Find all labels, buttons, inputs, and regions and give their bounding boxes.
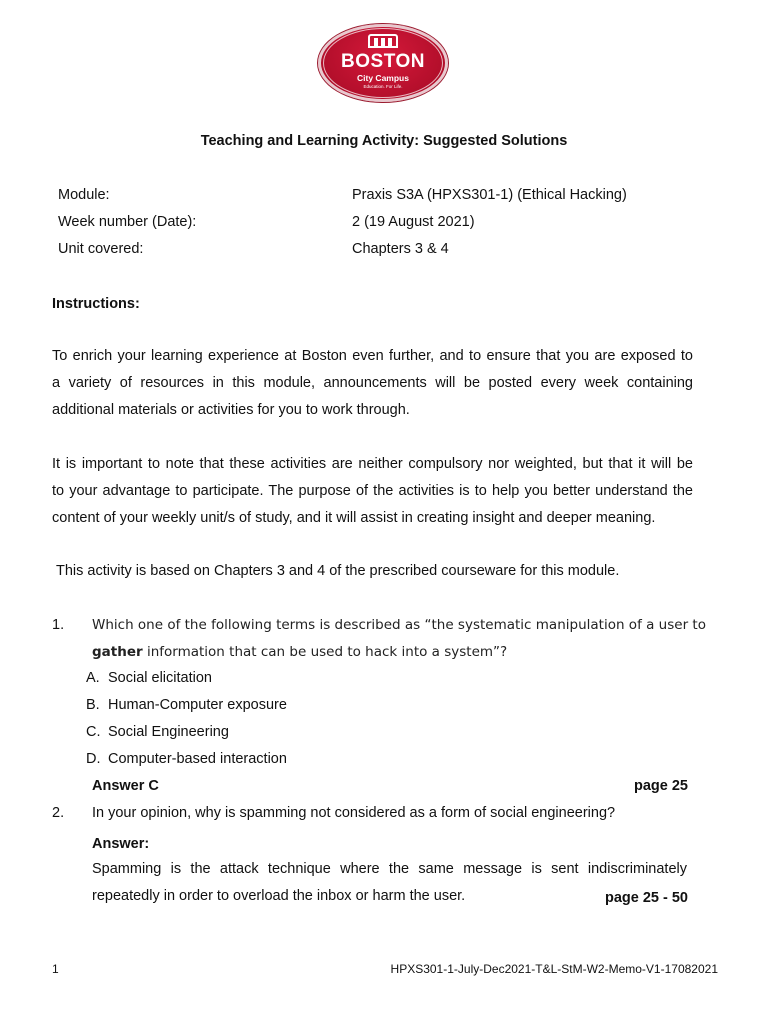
question-text: Which one of the following terms is described as “the systematic manipulation of a user to — [92, 617, 706, 633]
answer-label: Answer C — [92, 778, 159, 794]
meta-label: Module: — [58, 187, 110, 203]
document-title: Teaching and Learning Activity: Suggested Solutions — [200, 133, 568, 149]
answer-label: Answer: — [92, 836, 150, 852]
option-letter: A. — [86, 670, 100, 686]
option-letter: D. — [86, 751, 101, 767]
meta-value: Chapters 3 & 4 — [352, 241, 449, 257]
option-text: Computer-based interaction — [108, 751, 287, 767]
building-icon — [368, 34, 398, 48]
paragraph-line: It is important to note that these activities are neither compulsory nor weighted, but that it will be — [52, 456, 693, 472]
paragraph-line: content of your weekly unit/s of study, and it will assist in creating insight and deeper meaning. — [52, 510, 656, 526]
logo-name: BOSTON — [341, 51, 425, 72]
meta-row-unit — [58, 241, 718, 261]
meta-row-module — [58, 187, 718, 207]
footer-doc-code: HPXS301-1-July-Dec2021-T&L-StM-W2-Memo-V1-17082021 — [390, 962, 718, 976]
page-reference: page 25 - 50 — [604, 890, 688, 906]
option-c — [86, 724, 229, 740]
footer-page-number: 1 — [52, 962, 59, 976]
logo-tagline: Education. For Life. — [363, 84, 403, 89]
option-b — [86, 697, 287, 713]
question-number: 2. — [52, 805, 65, 821]
meta-label: Unit covered: — [58, 241, 144, 257]
question-bold-word: gather — [92, 644, 143, 660]
option-text: Human-Computer exposure — [108, 697, 287, 713]
paragraph-line: To enrich your learning experience at Boston even further, and to ensure that you are exposed to — [52, 348, 693, 364]
question-text-line2 — [92, 644, 507, 660]
paragraph-note — [52, 451, 693, 532]
option-text: Social elicitation — [108, 670, 212, 686]
answer-line: repeatedly in order to overload the inbox or harm the user. — [92, 888, 466, 904]
paragraph-line: This activity is based on Chapters 3 and 4 of the prescribed courseware for this module. — [56, 563, 620, 579]
answer-line: Spamming is the attack technique where the same message is sent indiscriminately — [92, 861, 687, 877]
logo-subtitle: City Campus — [357, 73, 409, 83]
paragraph-line: a variety of resources in this module, announcements will be posted every week containing — [52, 375, 693, 391]
paragraph-line: additional materials or activities for you to work through. — [52, 402, 410, 418]
meta-value: Praxis S3A (HPXS301-1) (Ethical Hacking) — [352, 187, 627, 203]
paragraph-line: to your advantage to participate. The purpose of the activities is to help you better understand the — [52, 483, 693, 499]
option-a — [86, 670, 212, 686]
meta-row-week — [58, 214, 718, 234]
instructions-heading: Instructions: — [52, 296, 140, 312]
page-reference: page 25 — [634, 778, 688, 794]
question-text-cont: information that can be used to hack into a system”? — [146, 644, 508, 660]
option-d — [86, 751, 287, 767]
question-text: In your opinion, why is spamming not considered as a form of social engineering? — [92, 805, 616, 821]
option-letter: B. — [86, 697, 100, 713]
answer-text — [92, 856, 687, 910]
question-number: 1. — [52, 617, 65, 633]
option-text: Social Engineering — [108, 724, 229, 740]
paragraph-intro — [52, 343, 693, 424]
option-letter: C. — [86, 724, 101, 740]
meta-value: 2 (19 August 2021) — [352, 214, 475, 230]
boston-city-campus-logo — [318, 24, 448, 102]
meta-label: Week number (Date): — [58, 214, 197, 230]
paragraph-activity — [56, 558, 697, 585]
